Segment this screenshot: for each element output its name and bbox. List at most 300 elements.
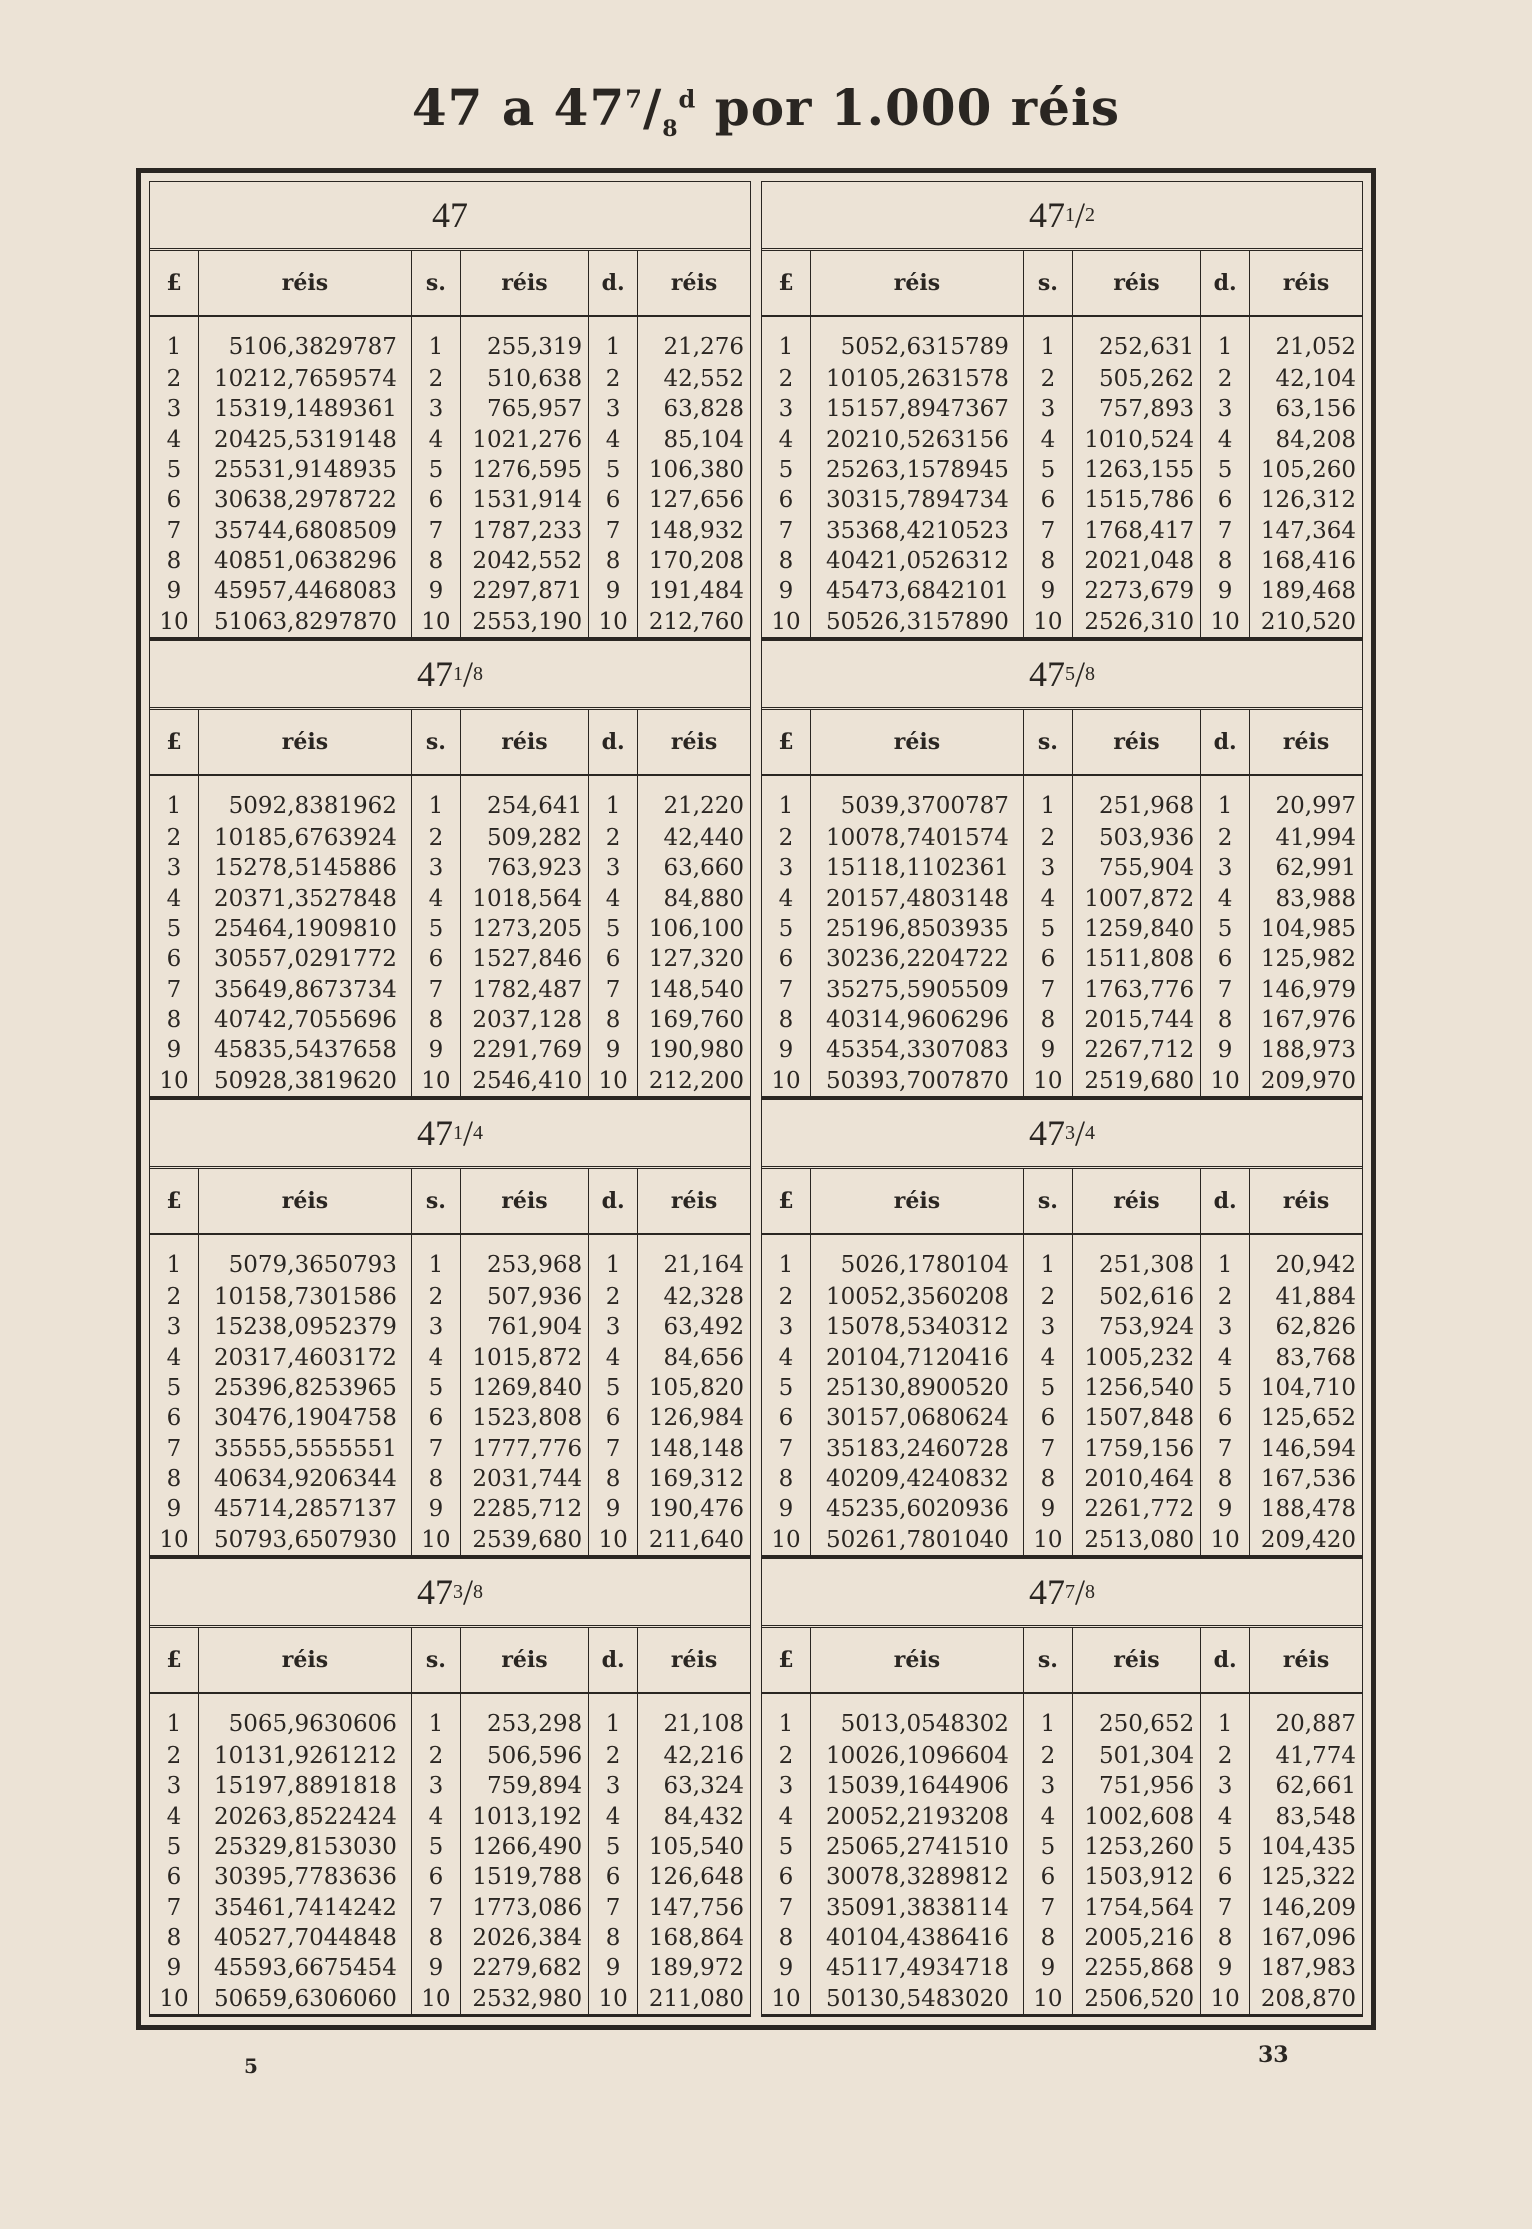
pound-count-cell: 10 <box>762 607 811 637</box>
shilling-count-cell: 2 <box>1023 1741 1072 1771</box>
shilling-count-cell: 6 <box>411 1403 460 1433</box>
pence-count-cell: 10 <box>589 1984 638 2014</box>
pence-reis-cell: 168,864 <box>648 1925 744 1952</box>
pound-reis-cell: 40104,4386416 <box>811 1923 1024 1953</box>
table-row <box>150 1403 750 1433</box>
pound-reis-cell: 15078,5340312 <box>811 1312 1024 1342</box>
shilling-count-cell: 2 <box>411 364 460 394</box>
pence-count-cell: 1 <box>1201 1693 1250 1741</box>
shilling-reis-cell: 251,968 <box>1072 775 1200 823</box>
table-heading-fraction-den: 2 <box>1085 203 1095 226</box>
shilling-reis-cell: 761,904 <box>460 1312 588 1342</box>
shilling-count-cell: 3 <box>411 1312 460 1342</box>
pound-reis-cell: 15157,8947367 <box>811 394 1024 424</box>
conversion-table <box>761 640 1363 1099</box>
shilling-reis-cell: 510,638 <box>460 364 588 394</box>
table-heading-rate: 47 <box>416 1572 453 1612</box>
shilling-count-cell: 10 <box>411 1525 460 1555</box>
pence-count-cell: 9 <box>589 1953 638 1983</box>
shilling-count-cell: 10 <box>1023 1066 1072 1096</box>
shilling-count-cell: 10 <box>1023 1984 1072 2014</box>
shilling-reis-cell: 2291,769 <box>460 1035 588 1065</box>
shilling-count-cell: 10 <box>411 1066 460 1096</box>
table-row <box>150 364 750 394</box>
pence-count-cell: 10 <box>589 1525 638 1555</box>
table-row <box>150 884 750 914</box>
pound-reis-cell: 5052,6315789 <box>811 316 1024 364</box>
pence-count-cell: 5 <box>1201 914 1250 944</box>
pence-reis-cell: 148,148 <box>648 1435 744 1462</box>
shilling-count-cell: 10 <box>1023 607 1072 637</box>
shilling-reis-cell: 1273,205 <box>460 914 588 944</box>
pound-reis-cell: 5092,8381962 <box>199 775 412 823</box>
pound-count-cell: 9 <box>762 1494 811 1524</box>
title-main: 47 a 47 <box>411 78 626 137</box>
pound-count-cell: 4 <box>150 884 199 914</box>
table-row <box>762 1234 1362 1282</box>
shilling-reis-cell: 2273,679 <box>1072 576 1200 606</box>
pence-count-cell: 7 <box>589 516 638 546</box>
shilling-count-cell: 4 <box>411 425 460 455</box>
shilling-reis-cell: 763,923 <box>460 853 588 883</box>
shilling-count-cell: 7 <box>1023 1434 1072 1464</box>
pound-count-cell: 4 <box>762 425 811 455</box>
pound-count-cell: 9 <box>150 1494 199 1524</box>
shilling-count-cell: 3 <box>1023 394 1072 424</box>
table-heading: 47 3 / 8 <box>150 1559 750 1628</box>
pence-count-cell: 7 <box>1201 975 1250 1005</box>
shilling-count-cell: 1 <box>411 775 460 823</box>
pence-count-cell: 2 <box>1201 1741 1250 1771</box>
pound-reis-cell: 40527,7044848 <box>199 1923 412 1953</box>
header-pence: d. <box>1201 1169 1250 1234</box>
pence-reis-cell: 190,476 <box>648 1496 744 1523</box>
pence-count-cell: 10 <box>589 607 638 637</box>
pound-reis-cell: 5065,9630606 <box>199 1693 412 1741</box>
table-heading-fraction-den: 8 <box>1085 1580 1095 1603</box>
pence-reis-cell: 63,156 <box>1275 396 1356 423</box>
conversion-table <box>149 1099 751 1558</box>
pence-reis-cell: 211,640 <box>648 1526 744 1553</box>
header-reis: réis <box>199 1628 412 1693</box>
shilling-reis-cell: 757,893 <box>1072 394 1200 424</box>
table-row <box>762 944 1362 974</box>
pence-count-cell: 3 <box>1201 1771 1250 1801</box>
shilling-reis-cell: 2037,128 <box>460 1005 588 1035</box>
header-pence: d. <box>589 1169 638 1234</box>
header-reis: réis <box>1250 1169 1362 1234</box>
shilling-reis-cell: 1018,564 <box>460 884 588 914</box>
pound-count-cell: 5 <box>762 1832 811 1862</box>
pence-reis-cell: 147,756 <box>648 1894 744 1921</box>
pence-count-cell: 4 <box>589 884 638 914</box>
shilling-reis-cell: 755,904 <box>1072 853 1200 883</box>
shilling-count-cell: 7 <box>411 1893 460 1923</box>
pence-reis-cell: 85,104 <box>663 426 744 453</box>
shilling-reis-cell: 2279,682 <box>460 1953 588 1983</box>
shilling-reis-cell: 2026,384 <box>460 1923 588 1953</box>
shilling-count-cell: 9 <box>1023 576 1072 606</box>
pence-reis-cell: 187,983 <box>1260 1955 1356 1982</box>
table-heading: 47 3 / 4 <box>762 1100 1362 1169</box>
pence-reis-cell: 169,760 <box>648 1007 744 1034</box>
shilling-count-cell: 2 <box>411 1282 460 1312</box>
table-row <box>150 607 750 637</box>
table-row <box>150 1066 750 1096</box>
table-heading: 47 1 / 2 <box>762 182 1362 251</box>
conversion-table <box>761 1099 1363 1558</box>
pound-count-cell: 3 <box>150 1771 199 1801</box>
pence-reis-cell: 125,982 <box>1260 946 1356 973</box>
pound-reis-cell: 35461,7414242 <box>199 1893 412 1923</box>
pound-reis-cell: 45957,4468083 <box>199 576 412 606</box>
table-heading-rate: 47 <box>416 1113 453 1153</box>
pence-count-cell: 6 <box>1201 1403 1250 1433</box>
pound-count-cell: 8 <box>150 1923 199 1953</box>
pound-reis-cell: 15278,5145886 <box>199 853 412 883</box>
header-reis: réis <box>1072 710 1200 775</box>
pence-reis-cell: 105,260 <box>1260 457 1356 484</box>
header-pence: d. <box>1201 251 1250 316</box>
pence-reis-cell: 83,548 <box>1275 1803 1356 1830</box>
shilling-count-cell: 6 <box>1023 1862 1072 1892</box>
shilling-reis-cell: 255,319 <box>460 316 588 364</box>
pence-reis-cell: 167,096 <box>1260 1925 1356 1952</box>
header-shilling: s. <box>1023 1169 1072 1234</box>
rate-table <box>150 1169 750 1555</box>
pound-count-cell: 6 <box>762 944 811 974</box>
pence-reis-cell: 212,200 <box>648 1067 744 1094</box>
table-row <box>762 316 1362 364</box>
pound-count-cell: 6 <box>150 944 199 974</box>
shilling-reis-cell: 2297,871 <box>460 576 588 606</box>
pound-reis-cell: 10185,6763924 <box>199 823 412 853</box>
pound-count-cell: 7 <box>150 1893 199 1923</box>
pence-count-cell: 1 <box>1201 775 1250 823</box>
pound-count-cell: 9 <box>762 576 811 606</box>
header-reis: réis <box>638 710 750 775</box>
table-heading-rate: 47 <box>1028 195 1065 235</box>
pence-reis-cell: 191,484 <box>648 578 744 605</box>
table-row <box>762 576 1362 606</box>
shilling-reis-cell: 254,641 <box>460 775 588 823</box>
pound-count-cell: 8 <box>762 1005 811 1035</box>
pence-count-cell: 6 <box>589 944 638 974</box>
pound-count-cell: 1 <box>150 775 199 823</box>
pence-count-cell: 10 <box>1201 1984 1250 2014</box>
pound-count-cell: 2 <box>762 1741 811 1771</box>
shilling-count-cell: 9 <box>1023 1035 1072 1065</box>
table-row <box>762 455 1362 485</box>
pence-reis-cell: 21,276 <box>663 334 744 361</box>
pound-count-cell: 3 <box>762 853 811 883</box>
table-row <box>762 1312 1362 1342</box>
shilling-reis-cell: 2285,712 <box>460 1494 588 1524</box>
shilling-reis-cell: 759,894 <box>460 1771 588 1801</box>
rate-table <box>150 251 750 637</box>
shilling-count-cell: 3 <box>1023 1771 1072 1801</box>
pound-reis-cell: 30476,1904758 <box>199 1403 412 1433</box>
shilling-count-cell: 5 <box>411 914 460 944</box>
header-reis: réis <box>460 251 588 316</box>
pence-count-cell: 10 <box>1201 1525 1250 1555</box>
pound-reis-cell: 30395,7783636 <box>199 1862 412 1892</box>
shilling-count-cell: 9 <box>411 1953 460 1983</box>
table-row <box>150 1343 750 1373</box>
pound-reis-cell: 30078,3289812 <box>811 1862 1024 1892</box>
pound-count-cell: 2 <box>150 364 199 394</box>
shilling-reis-cell: 1773,086 <box>460 1893 588 1923</box>
table-row <box>762 1984 1362 2014</box>
pound-reis-cell: 20263,8522424 <box>199 1802 412 1832</box>
shilling-reis-cell: 1519,788 <box>460 1862 588 1892</box>
shilling-count-cell: 8 <box>411 546 460 576</box>
table-row <box>762 1494 1362 1524</box>
shilling-reis-cell: 2539,680 <box>460 1525 588 1555</box>
shilling-reis-cell: 1777,776 <box>460 1434 588 1464</box>
pound-count-cell: 9 <box>150 1035 199 1065</box>
pence-reis-cell: 21,052 <box>1275 334 1356 361</box>
table-header-row <box>762 1169 1362 1234</box>
table-row <box>150 316 750 364</box>
pence-reis-cell: 127,320 <box>648 946 744 973</box>
shilling-reis-cell: 1507,848 <box>1072 1403 1200 1433</box>
pound-reis-cell: 20371,3527848 <box>199 884 412 914</box>
pound-reis-cell: 50261,7801040 <box>811 1525 1024 1555</box>
pound-reis-cell: 30315,7894734 <box>811 485 1024 515</box>
shilling-count-cell: 1 <box>1023 316 1072 364</box>
pence-count-cell: 6 <box>1201 944 1250 974</box>
table-row <box>762 823 1362 853</box>
pound-reis-cell: 25464,1909810 <box>199 914 412 944</box>
pence-reis-cell: 84,656 <box>663 1344 744 1371</box>
pound-reis-cell: 45714,2857137 <box>199 1494 412 1524</box>
shilling-count-cell: 7 <box>1023 975 1072 1005</box>
pence-reis-cell: 62,826 <box>1275 1314 1356 1341</box>
header-reis: réis <box>1072 1628 1200 1693</box>
pence-reis-cell: 41,994 <box>1275 825 1356 852</box>
shilling-count-cell: 5 <box>1023 1373 1072 1403</box>
table-heading-rate: 47 <box>1028 654 1065 694</box>
shilling-reis-cell: 506,596 <box>460 1741 588 1771</box>
pound-count-cell: 7 <box>150 516 199 546</box>
table-row <box>762 1953 1362 1983</box>
pence-count-cell: 2 <box>589 364 638 394</box>
table-row <box>150 1984 750 2014</box>
pence-reis-cell: 212,760 <box>648 608 744 635</box>
pence-count-cell: 9 <box>589 1494 638 1524</box>
pence-reis-cell: 63,492 <box>663 1314 744 1341</box>
shilling-count-cell: 2 <box>411 1741 460 1771</box>
pence-reis-cell: 84,880 <box>663 885 744 912</box>
shilling-count-cell: 9 <box>411 576 460 606</box>
table-heading-fraction-num: 5 <box>1064 662 1075 685</box>
pound-count-cell: 5 <box>150 1832 199 1862</box>
pound-count-cell: 6 <box>762 1403 811 1433</box>
table-header-row <box>150 251 750 316</box>
shilling-reis-cell: 2042,552 <box>460 546 588 576</box>
table-row <box>762 1434 1362 1464</box>
pence-reis-cell: 126,648 <box>648 1864 744 1891</box>
table-row <box>150 485 750 515</box>
pound-reis-cell: 40634,9206344 <box>199 1464 412 1494</box>
pound-reis-cell: 35555,5555551 <box>199 1434 412 1464</box>
pence-count-cell: 6 <box>589 1403 638 1433</box>
table-row <box>762 1403 1362 1433</box>
pence-count-cell: 4 <box>589 1802 638 1832</box>
pence-reis-cell: 146,979 <box>1260 976 1356 1003</box>
shilling-count-cell: 4 <box>411 1802 460 1832</box>
pound-reis-cell: 5013,0548302 <box>811 1693 1024 1741</box>
header-shilling: s. <box>1023 1628 1072 1693</box>
pence-reis-cell: 83,768 <box>1275 1344 1356 1371</box>
pound-count-cell: 5 <box>150 1373 199 1403</box>
table-row <box>150 1005 750 1035</box>
pence-reis-cell: 20,997 <box>1275 793 1356 820</box>
pound-reis-cell: 35649,8673734 <box>199 975 412 1005</box>
shilling-reis-cell: 2513,080 <box>1072 1525 1200 1555</box>
pound-reis-cell: 30157,0680624 <box>811 1403 1024 1433</box>
table-row <box>762 485 1362 515</box>
pence-reis-cell: 20,887 <box>1275 1711 1356 1738</box>
shilling-count-cell: 6 <box>1023 485 1072 515</box>
pence-count-cell: 3 <box>1201 394 1250 424</box>
pound-count-cell: 10 <box>762 1525 811 1555</box>
pound-count-cell: 8 <box>762 1923 811 1953</box>
pound-reis-cell: 10212,7659574 <box>199 364 412 394</box>
header-pence: d. <box>1201 710 1250 775</box>
pound-reis-cell: 50659,6306060 <box>199 1984 412 2014</box>
shilling-reis-cell: 1787,233 <box>460 516 588 546</box>
table-row <box>762 975 1362 1005</box>
pence-count-cell: 9 <box>589 576 638 606</box>
pence-reis-cell: 42,328 <box>663 1284 744 1311</box>
header-reis: réis <box>811 1628 1024 1693</box>
shilling-reis-cell: 2010,464 <box>1072 1464 1200 1494</box>
table-row <box>150 975 750 1005</box>
pence-count-cell: 9 <box>1201 1035 1250 1065</box>
pound-reis-cell: 10078,7401574 <box>811 823 1024 853</box>
pence-reis-cell: 190,980 <box>648 1037 744 1064</box>
pence-reis-cell: 106,100 <box>648 916 744 943</box>
pence-reis-cell: 211,080 <box>648 1985 744 2012</box>
table-header-row <box>150 1169 750 1234</box>
pound-reis-cell: 40851,0638296 <box>199 546 412 576</box>
pound-reis-cell: 20210,5263156 <box>811 425 1024 455</box>
table-row <box>150 1434 750 1464</box>
shilling-reis-cell: 1013,192 <box>460 1802 588 1832</box>
pence-count-cell: 6 <box>589 485 638 515</box>
table-row <box>762 914 1362 944</box>
table-heading-fraction-den: 8 <box>473 1580 483 1603</box>
shilling-reis-cell: 502,616 <box>1072 1282 1200 1312</box>
pence-count-cell: 9 <box>1201 576 1250 606</box>
pound-reis-cell: 40209,4240832 <box>811 1464 1024 1494</box>
shilling-count-cell: 1 <box>411 1693 460 1741</box>
header-pound: £ <box>762 1628 811 1693</box>
shilling-count-cell: 8 <box>411 1005 460 1035</box>
table-heading-fraction-num: 3 <box>452 1580 463 1603</box>
table-row <box>150 455 750 485</box>
pence-count-cell: 1 <box>1201 316 1250 364</box>
pound-count-cell: 9 <box>150 1953 199 1983</box>
table-row <box>762 1802 1362 1832</box>
shilling-reis-cell: 2255,868 <box>1072 1953 1200 1983</box>
header-reis: réis <box>199 1169 412 1234</box>
shilling-count-cell: 6 <box>411 944 460 974</box>
conversion-table <box>761 181 1363 640</box>
header-reis: réis <box>1072 251 1200 316</box>
shilling-reis-cell: 2506,520 <box>1072 1984 1200 2014</box>
shilling-count-cell: 3 <box>411 853 460 883</box>
header-reis: réis <box>638 1628 750 1693</box>
pence-reis-cell: 42,104 <box>1275 366 1356 393</box>
pence-count-cell: 5 <box>589 914 638 944</box>
shilling-reis-cell: 253,298 <box>460 1693 588 1741</box>
pound-count-cell: 1 <box>762 775 811 823</box>
pence-reis-cell: 105,820 <box>648 1375 744 1402</box>
table-heading-fraction-den: 4 <box>1085 1121 1095 1144</box>
pence-count-cell: 5 <box>1201 455 1250 485</box>
pence-count-cell: 3 <box>589 1312 638 1342</box>
table-row <box>150 1862 750 1892</box>
shilling-reis-cell: 751,956 <box>1072 1771 1200 1801</box>
pound-reis-cell: 40742,7055696 <box>199 1005 412 1035</box>
rate-table <box>150 710 750 1096</box>
pence-reis-cell: 148,540 <box>648 976 744 1003</box>
shilling-count-cell: 8 <box>1023 1923 1072 1953</box>
rate-table <box>150 1628 750 2014</box>
shilling-count-cell: 7 <box>411 516 460 546</box>
shilling-reis-cell: 253,968 <box>460 1234 588 1282</box>
pound-count-cell: 4 <box>762 884 811 914</box>
pence-count-cell: 2 <box>1201 1282 1250 1312</box>
pence-count-cell: 9 <box>1201 1953 1250 1983</box>
pence-count-cell: 8 <box>589 1005 638 1035</box>
shilling-count-cell: 10 <box>1023 1525 1072 1555</box>
shilling-reis-cell: 2546,410 <box>460 1066 588 1096</box>
pound-count-cell: 2 <box>762 1282 811 1312</box>
table-row <box>150 425 750 455</box>
shilling-reis-cell: 2021,048 <box>1072 546 1200 576</box>
pence-count-cell: 6 <box>1201 1862 1250 1892</box>
pence-count-cell: 8 <box>589 546 638 576</box>
shilling-count-cell: 9 <box>411 1494 460 1524</box>
pound-count-cell: 10 <box>762 1066 811 1096</box>
pound-count-cell: 4 <box>762 1802 811 1832</box>
pence-count-cell: 9 <box>589 1035 638 1065</box>
shilling-reis-cell: 1021,276 <box>460 425 588 455</box>
pound-count-cell: 7 <box>150 1434 199 1464</box>
header-reis: réis <box>460 1628 588 1693</box>
tables-frame <box>136 168 1376 2030</box>
header-reis: réis <box>811 1169 1024 1234</box>
table-row <box>762 1066 1362 1096</box>
pound-reis-cell: 35091,3838114 <box>811 1893 1024 1923</box>
shilling-count-cell: 4 <box>411 1343 460 1373</box>
shilling-count-cell: 1 <box>1023 1693 1072 1741</box>
table-row <box>150 1953 750 1983</box>
pound-reis-cell: 25531,9148935 <box>199 455 412 485</box>
shilling-reis-cell: 507,936 <box>460 1282 588 1312</box>
shilling-reis-cell: 505,262 <box>1072 364 1200 394</box>
header-reis: réis <box>460 710 588 775</box>
table-heading: 47 5 / 8 <box>762 641 1362 710</box>
shilling-reis-cell: 1263,155 <box>1072 455 1200 485</box>
pound-reis-cell: 25263,1578945 <box>811 455 1024 485</box>
pound-reis-cell: 50130,5483020 <box>811 1984 1024 2014</box>
shilling-reis-cell: 1511,808 <box>1072 944 1200 974</box>
